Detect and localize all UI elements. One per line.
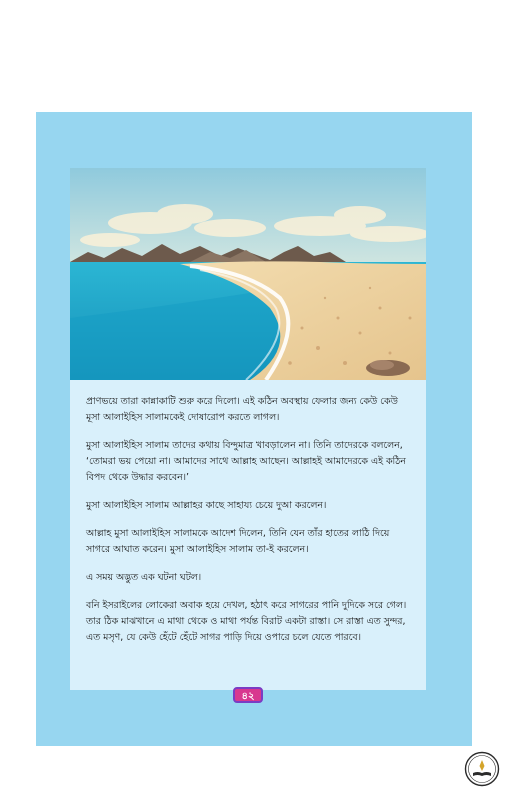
paragraph: এ সময় অদ্ভুত এক ঘটনা ঘটল। bbox=[86, 572, 202, 583]
paragraph: মুসা আলাইহিস সালাম তাদের কথায় বিন্দুমাত্র খাবড়ালেন না। তিনি তাদেরকে বললেন, ‘তোমরা ভয় পেয়ো না। আমাদের সাথে আল্লাহ আছেন। আল্লাহই আমাদেরকে এই কঠিন বিপদ থেকে উদ্ধার করবেন।’ bbox=[86, 440, 406, 483]
story-text bbox=[86, 394, 412, 658]
paragraph: প্রাণভয়ে তারা কান্নাকাটি শুরু করে দিলো। এই কঠিন অবস্থায় ফেলার জন্য কেউ কেউ মূসা আলাইহিস সালামকেই দোষারোপ করতে লাগল। bbox=[86, 396, 398, 423]
paragraph: বনি ইসরাইলের লোকেরা অবাক হয়ে দেখল, হঠাৎ করে সাগরের পানি দুদিকে সরে গেল। তার ঠিক মাঝখানে এ মাথা থেকে ও মাথা পর্যন্ত বিরাট একটা রাস্তা। সে রাস্তা এত সুন্দর, এত মসৃণ, যে কেউ হেঁটে হেঁটে সাগর পাড়ি দিয়ে ওপারে চলে যেতে পারবে। bbox=[86, 600, 407, 643]
paragraph: আল্লাহ মুসা আলাইহিস সালামকে আদেশ দিলেন, তিনি যেন তাঁর হাতের লাঠি দিয়ে সাগরে আঘাত করেন। মুসা আলাইহিস সালাম তা-ই করলেন। bbox=[86, 528, 390, 555]
book-pen-logo-icon bbox=[464, 751, 500, 787]
page-number-badge: ৪২ bbox=[233, 687, 263, 703]
beach-path-illustration bbox=[70, 168, 426, 380]
paragraph: মুসা আলাইহিস সালাম আল্লাহর কাছে সাহায্য চেয়ে দুআ করলেন। bbox=[86, 500, 327, 511]
